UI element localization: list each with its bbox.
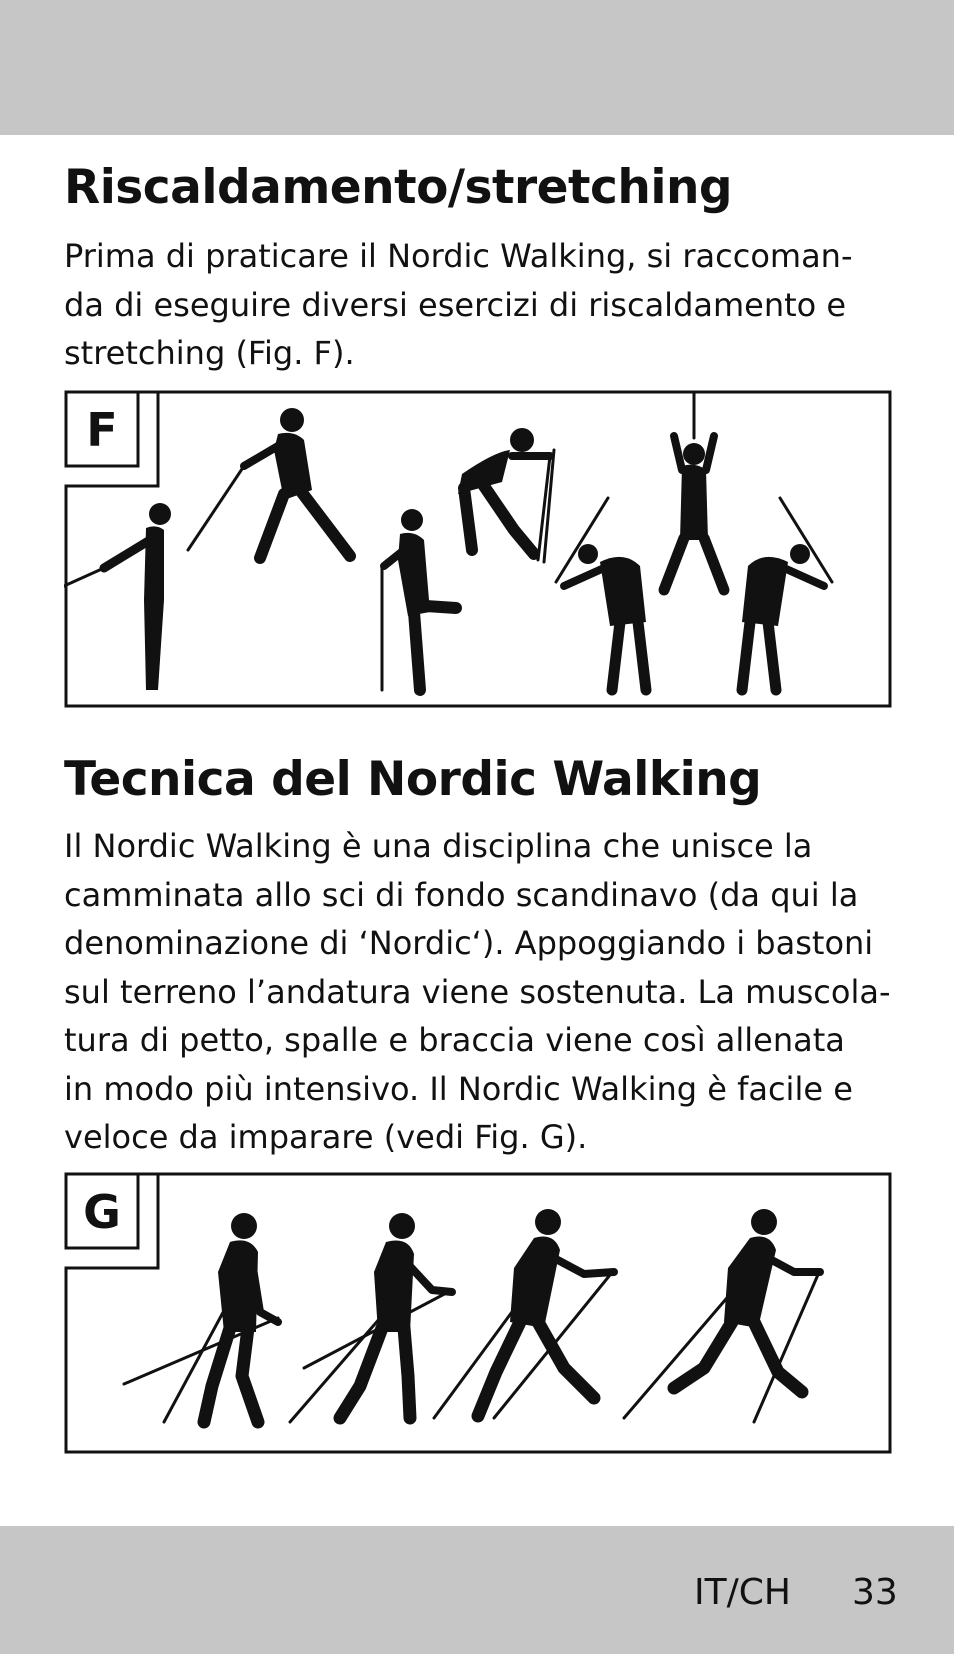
heading-technique: Tecnica del Nordic Walking xyxy=(64,752,762,807)
paragraph-line: camminata allo sci di fondo scandinavo (da qui la xyxy=(64,875,859,914)
paragraph-line: sul terreno l’andatura viene sostenuta. La muscola- xyxy=(64,972,891,1011)
footer-language-code: IT/CH xyxy=(694,1572,791,1613)
stretch-figure-7 xyxy=(742,498,832,690)
paragraph-line: in modo più intensivo. Il Nordic Walking è facile e xyxy=(64,1069,853,1108)
stretch-figure-5 xyxy=(556,498,646,690)
paragraph-line: Il Nordic Walking è una disciplina che unisce la xyxy=(64,827,813,865)
stretch-figure-3 xyxy=(382,509,456,690)
figure-g-illustration xyxy=(64,1172,892,1454)
figure-g-walking xyxy=(64,1172,892,1454)
stretch-figure-6 xyxy=(664,392,724,590)
walker-figure-2 xyxy=(290,1213,452,1422)
figure-label-g: G xyxy=(83,1185,121,1239)
stretch-figure-1 xyxy=(64,503,171,690)
walker-figure-1 xyxy=(124,1213,278,1422)
figure-f-illustration xyxy=(64,390,892,708)
walker-figure-4 xyxy=(624,1209,820,1422)
figure-f-stretching xyxy=(64,390,892,708)
paragraph-line: da di eseguire diversi esercizi di riscaldamento e xyxy=(64,285,847,324)
paragraph-line: denominazione di ‘Nordic‘). Appoggiando i bastoni xyxy=(64,924,874,962)
paragraph-technique xyxy=(64,822,894,1162)
paragraph-line: Prima di praticare il Nordic Walking, si raccoman- xyxy=(64,237,853,275)
bottom-band xyxy=(0,1526,954,1654)
footer-page-number: 33 xyxy=(852,1572,898,1613)
paragraph-warmup xyxy=(64,232,894,378)
top-band xyxy=(0,0,954,135)
paragraph-line: tura di petto, spalle e braccia viene così allenata xyxy=(64,1021,845,1059)
paragraph-line: veloce da imparare (vedi Fig. G). xyxy=(64,1118,588,1156)
stretch-figure-2 xyxy=(188,408,350,558)
figure-label-f: F xyxy=(86,403,118,457)
heading-warmup: Riscaldamento/stretching xyxy=(64,160,733,215)
paragraph-line: stretching (Fig. F). xyxy=(64,334,355,372)
stretch-figure-4 xyxy=(458,428,554,562)
walker-figure-3 xyxy=(434,1209,614,1418)
